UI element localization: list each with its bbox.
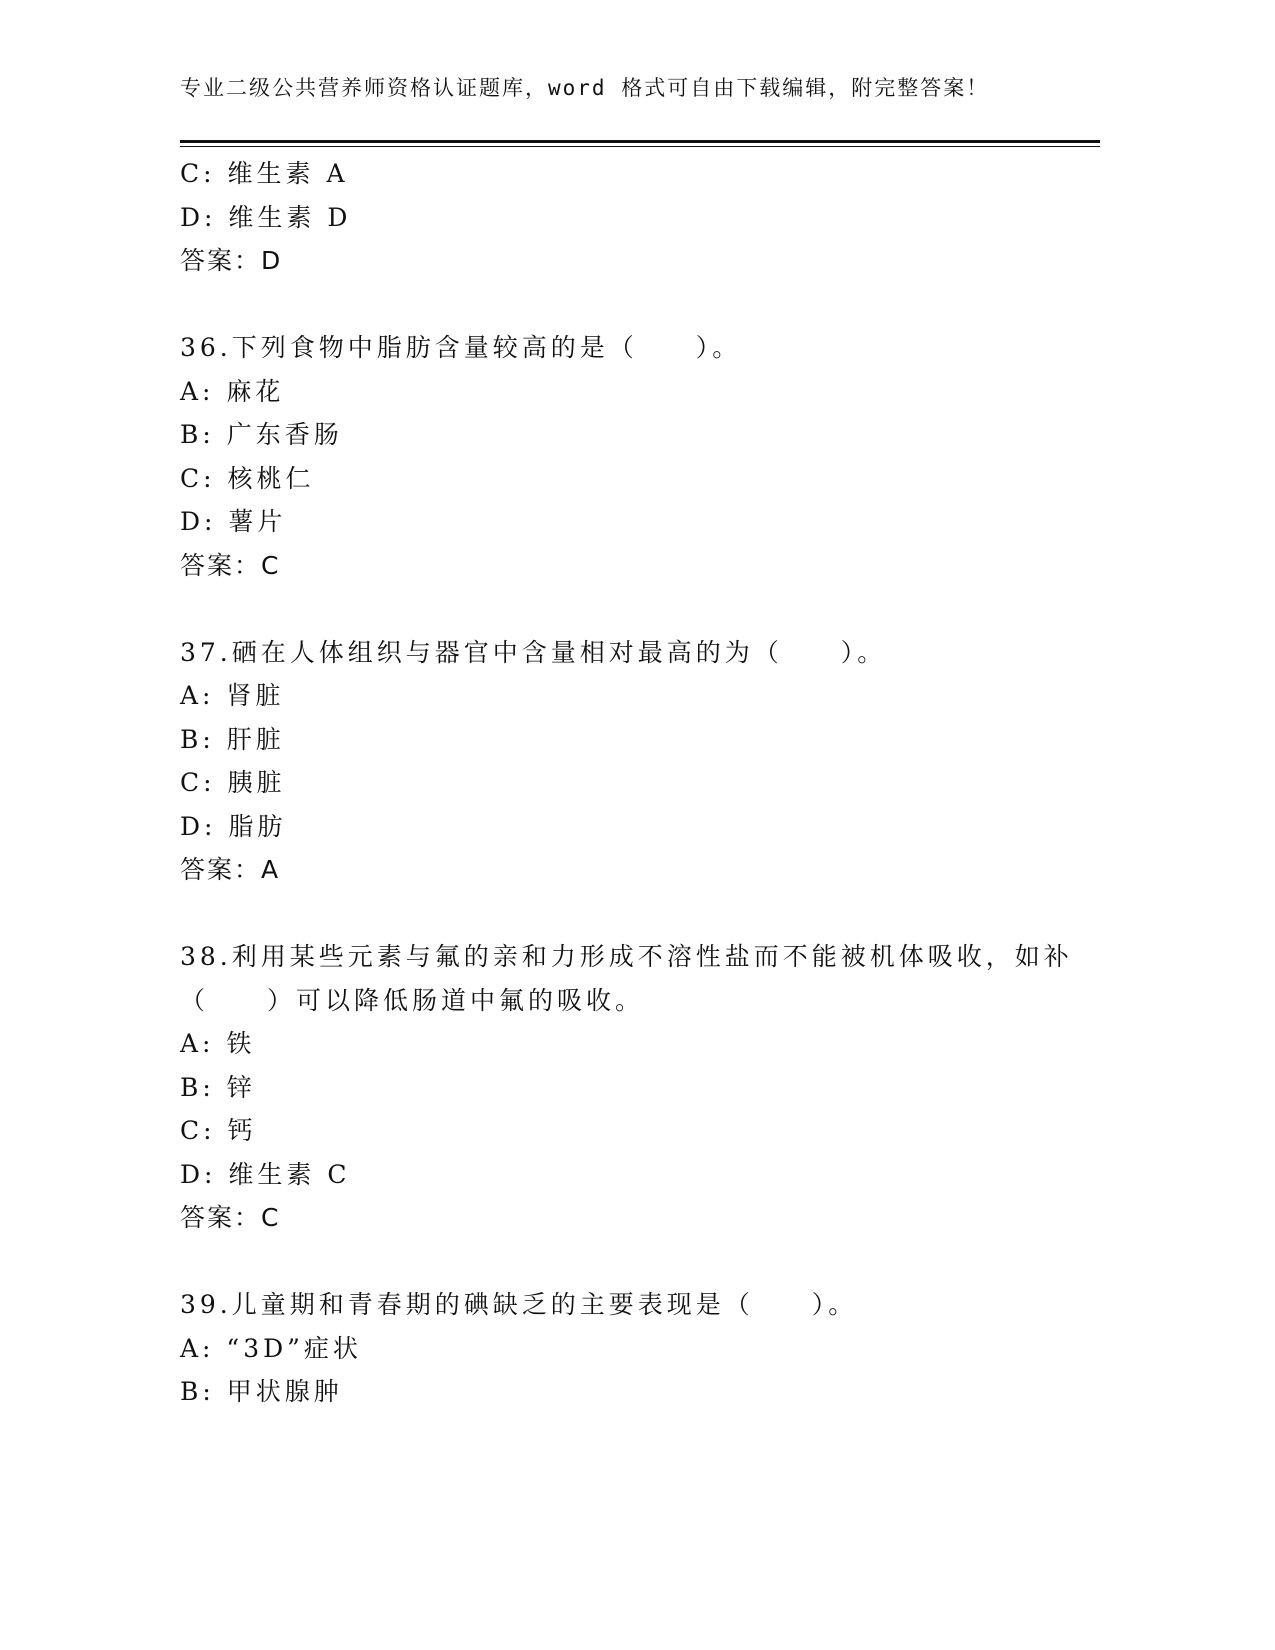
answer-line: 答案：C (180, 1203, 281, 1232)
question-stem: 36.下列食物中脂肪含量较高的是（ ）。 (180, 333, 742, 362)
spacer (180, 283, 1080, 327)
question-36 (180, 326, 1080, 587)
option-d: D: 薯片 (180, 507, 287, 536)
option-b: B: 肝脏 (180, 724, 285, 754)
option-c: C: 钙 (180, 1116, 257, 1145)
answer-line: 答案：A (180, 855, 281, 884)
option-a: A: “3D”症状 (180, 1333, 362, 1363)
question-content (180, 152, 1080, 1414)
question-39 (180, 1283, 1080, 1414)
spacer (180, 1240, 1080, 1284)
page-header-title: 专业二级公共营养师资格认证题库，word 格式可自由下载编辑，附完整答案！ (180, 76, 990, 100)
option-a: A: 麻花 (180, 376, 285, 406)
header-rule-thin (180, 146, 1100, 147)
option-a: A: 肾脏 (180, 681, 285, 710)
option-c: C: 维生素 A (180, 159, 349, 188)
option-d: D: 维生素 C (180, 1159, 351, 1189)
header-rule-thick (180, 140, 1100, 143)
question-37 (180, 631, 1080, 892)
option-d: D: 脂肪 (180, 811, 287, 841)
previous-question-tail (180, 152, 1080, 283)
question-stem-continued: （ ）可以降低肠道中氟的吸收。 (180, 985, 645, 1015)
spacer (180, 892, 1080, 936)
spacer (180, 587, 1080, 631)
option-b: B: 广东香肠 (180, 420, 343, 449)
question-38 (180, 935, 1080, 1240)
option-d: D: 维生素 D (180, 202, 352, 232)
option-b: B: 锌 (180, 1072, 256, 1102)
question-stem: 37.硒在人体组织与器官中含量相对最高的为（ ）。 (180, 637, 887, 667)
option-b: B: 甲状腺肿 (180, 1377, 343, 1406)
option-c: C: 核桃仁 (180, 463, 315, 493)
answer-line: 答案：D (180, 246, 283, 275)
option-a: A: 铁 (180, 1029, 256, 1058)
option-c: C: 胰脏 (180, 768, 286, 797)
answer-line: 答案：C (180, 550, 281, 580)
question-stem: 38.利用某些元素与氟的亲和力形成不溶性盐而不能被机体吸收，如补 (180, 942, 1073, 971)
question-stem: 39.儿童期和青春期的碘缺乏的主要表现是（ ）。 (180, 1290, 858, 1319)
